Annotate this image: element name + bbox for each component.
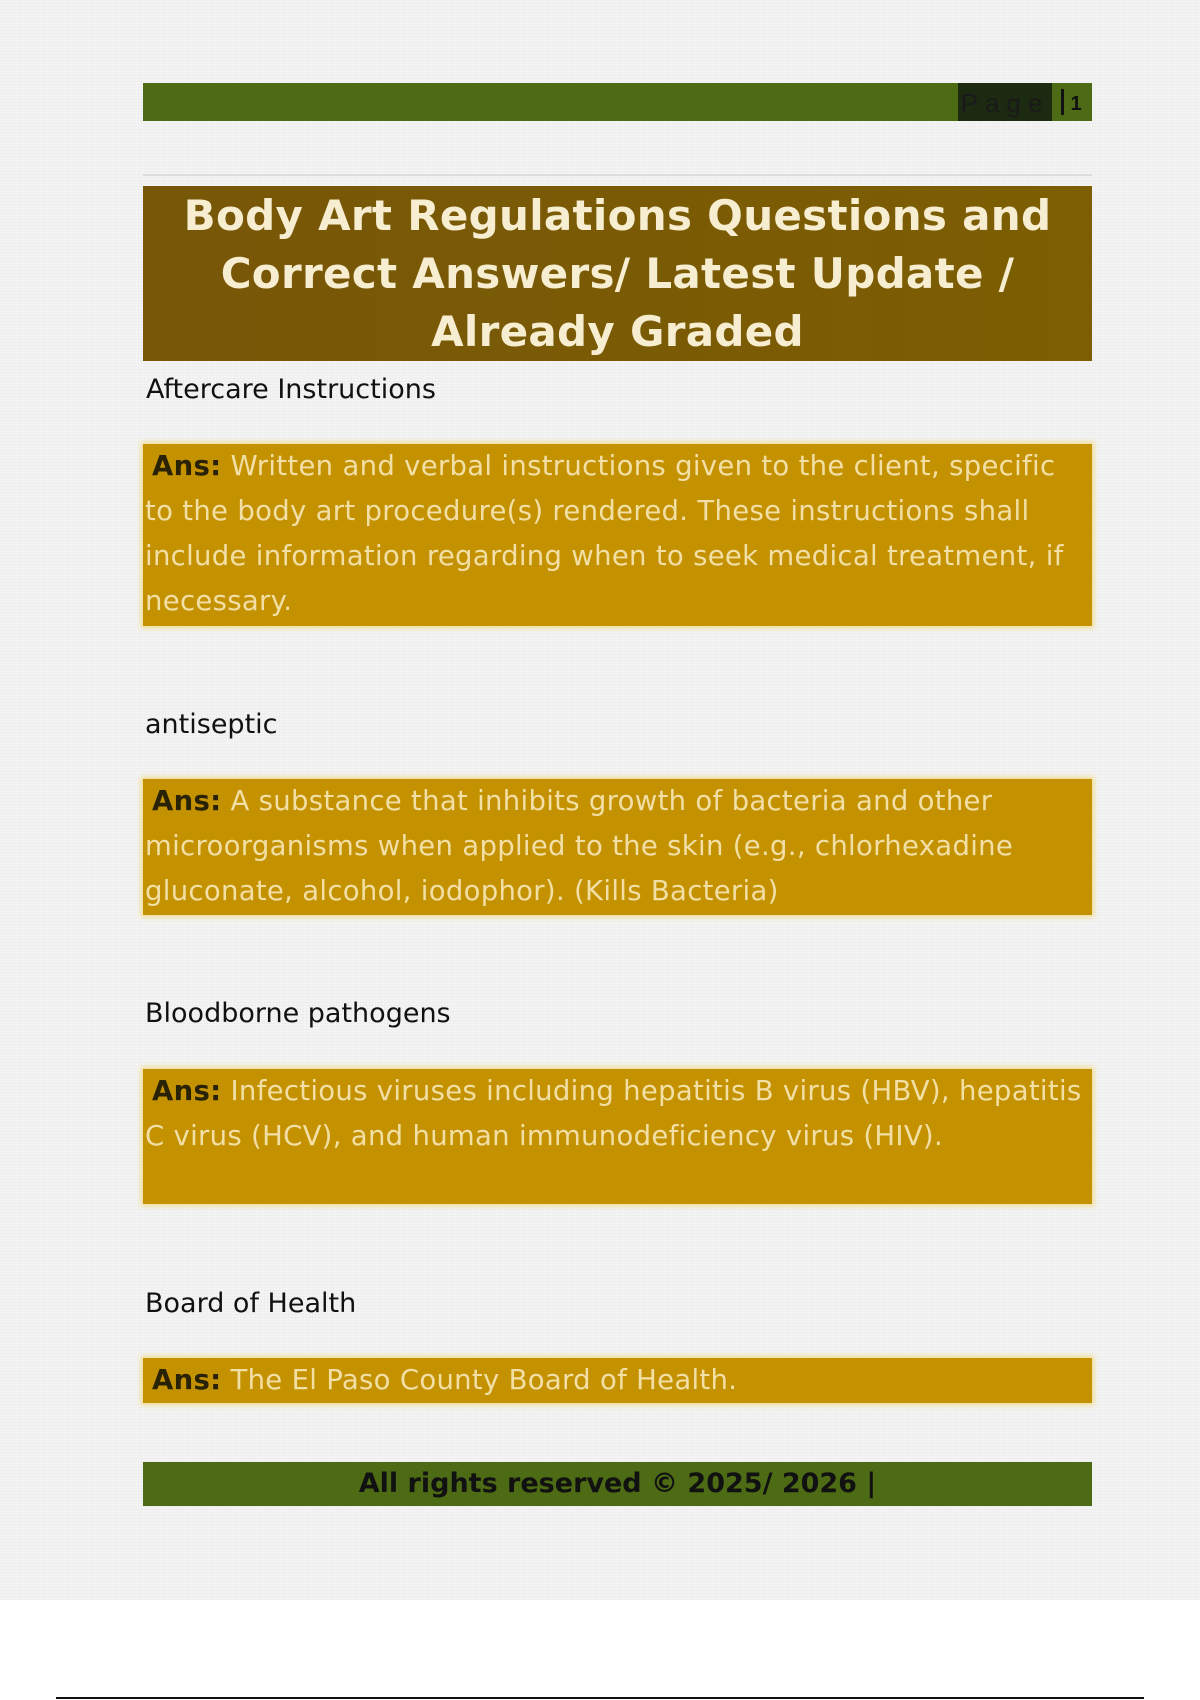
answer-box [143, 444, 1092, 626]
header-divider [143, 174, 1092, 176]
answer-prefix: Ans: [152, 785, 222, 817]
question-text: Bloodborne pathogens [145, 998, 451, 1029]
page-footer: All rights reserved © 2025/ 2026 | [143, 1462, 1092, 1506]
answer-text: A substance that inhibits growth of bacteria and other microorganisms when applied to the skin (e.g., chlorhexadine gluconate, alcohol, iodophor). (Kills Bacteria) [145, 785, 1014, 907]
answer-box [143, 1069, 1092, 1204]
page-number: 1 [1070, 93, 1082, 115]
answer-box [143, 1358, 1092, 1403]
question-text: Board of Health [145, 1288, 357, 1319]
page-separator [1061, 89, 1064, 115]
answer-prefix: Ans: [152, 1364, 222, 1396]
page-header-bar [143, 83, 1092, 121]
question-text: Aftercare Instructions [146, 374, 436, 405]
question-text: antiseptic [145, 709, 278, 740]
answer-box [143, 779, 1092, 915]
document-title: Body Art Regulations Questions and Correct Answers/ Latest Update / Already Graded [143, 186, 1092, 361]
bottom-divider [56, 1697, 1144, 1699]
page-label: Page [958, 83, 1052, 121]
answer-text: Infectious viruses including hepatitis B virus (HBV), hepatitis C virus (HCV), and human immunodeficiency virus (HIV). [145, 1075, 1082, 1152]
answer-text: Written and verbal instructions given to the client, specific to the body art procedure(s) rendered. These instructions shall include information regarding when to seek medical treatment, if necessary. [145, 450, 1064, 617]
answer-prefix: Ans: [152, 450, 222, 482]
answer-text: The El Paso County Board of Health. [230, 1364, 738, 1396]
answer-prefix: Ans: [152, 1075, 222, 1107]
